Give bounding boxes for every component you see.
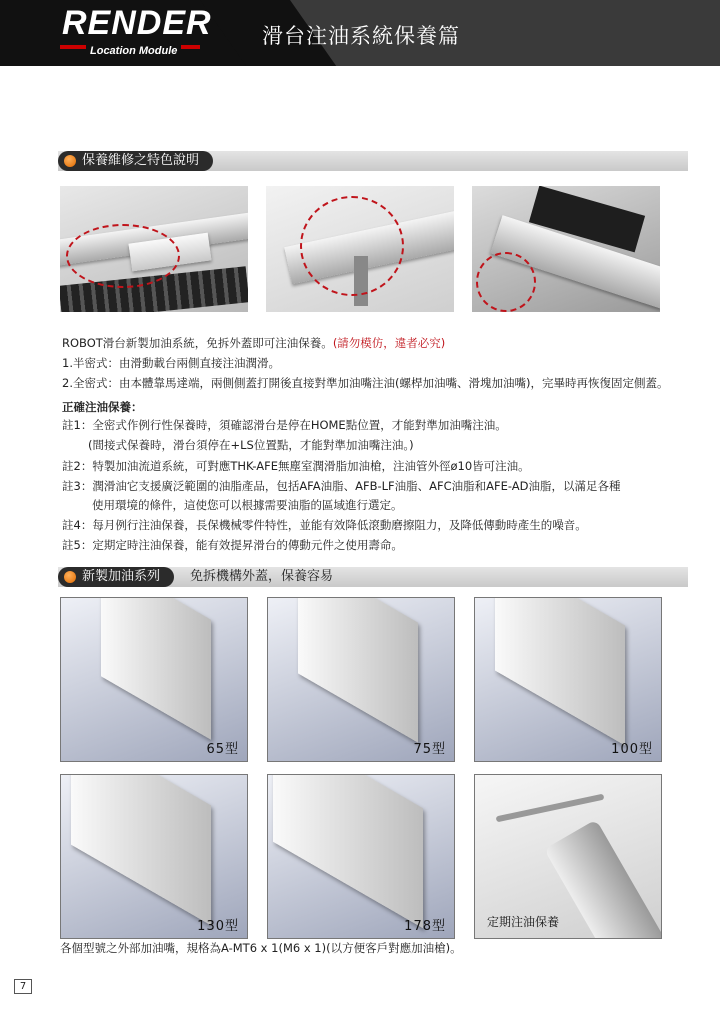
actuator-shape [101, 597, 211, 740]
section-pill [58, 151, 213, 171]
model-label: 100型 [611, 742, 653, 757]
orange-bullet-icon [64, 155, 76, 167]
gun-barrel-shape [544, 819, 662, 939]
photo-grease-gun [474, 774, 662, 939]
orange-bullet-icon [64, 571, 76, 583]
photo-motor-end [472, 186, 660, 312]
logo-wordmark: RENDER [62, 4, 212, 42]
section-pill [58, 567, 174, 587]
model-photo-65 [60, 597, 248, 762]
actuator-shape [495, 597, 625, 746]
highlight-circle [300, 196, 404, 296]
highlight-circle [66, 224, 180, 288]
model-photo-130 [60, 774, 248, 939]
actuator-shape [273, 774, 423, 928]
note-1-continued: (間接式保養時，滑台須停在+LS位置點，才能對準加油嘴注油。) [88, 438, 414, 452]
photo-fully-sealed [266, 186, 454, 312]
note-2: 註2：特製加油流道系統，可對應THK-AFE無塵室潤滑脂加油槍，注油管外徑ø10皆可注油。 [62, 459, 530, 473]
note-3-continued: 使用環境的條件，這使您可以根據需要油脂的區域進行選定。 [92, 498, 403, 512]
section-bar-features [58, 151, 688, 171]
semi-sealed-line: 1.半密式：由滑動載台兩側直接注油潤滑。 [62, 356, 280, 370]
page-title: 滑台注油系統保養篇 [262, 24, 460, 48]
warning-text: (請勿模仿，違者必究) [332, 336, 446, 350]
intro-line [62, 333, 445, 353]
model-label: 定期注油保養 [487, 915, 560, 929]
model-label: 178型 [404, 919, 446, 934]
fully-sealed-line: 2.全密式：由本體靠馬達端，兩側側蓋打開後直接對準加油嘴注油(螺桿加油嘴、滑塊加油嘴)，完畢時再恢復固定側蓋。 [62, 376, 669, 390]
note-3: 註3：潤滑油它支援廣泛範圍的油脂產品，包括AFA油脂、AFB-LF油脂、AFC油脂和AFE-AD油脂，以滿足各種 [62, 479, 621, 493]
model-photo-178 [267, 774, 455, 939]
model-label: 130型 [197, 919, 239, 934]
highlight-circle [476, 252, 536, 312]
gun-nozzle-shape [496, 794, 605, 823]
note-1: 註1：全密式作例行性保養時，須確認滑台是停在HOME點位置，才能對準加油嘴注油。 [62, 418, 507, 432]
section-title: 保養維修之特色說明 [82, 153, 200, 168]
caption: 各個型號之外部加油嘴，規格為A-MT6 x 1(M6 x 1)(以方便客戶對應加油槍)。 [60, 941, 462, 955]
subtitle-correct-lubrication: 正確注油保養： [62, 400, 143, 414]
page-header [0, 0, 720, 66]
actuator-shape [298, 597, 418, 743]
model-photo-75 [267, 597, 455, 762]
note-4: 註4：每月例行注油保養，長保機械零件特性，並能有效降低滾動磨擦阻力，及降低傳動時產生的噪音。 [62, 518, 587, 532]
actuator-shape [71, 774, 211, 925]
note-5: 註5：定期定時注油保養，能有效提昇滑台的傳動元件之使用壽命。 [62, 538, 403, 552]
section-bar-new-series [58, 567, 688, 587]
model-label: 75型 [413, 742, 446, 757]
section-title: 新製加油系列 [82, 569, 161, 584]
model-photo-100 [474, 597, 662, 762]
model-label: 65型 [206, 742, 239, 757]
section-subtitle: 免拆機構外蓋，保養容易 [190, 569, 334, 584]
page-number: 7 [14, 979, 32, 994]
logo-subtitle: Location Module [86, 45, 181, 57]
intro-text: ROBOT滑台新製加油系統，免拆外蓋即可注油保養。 [62, 336, 333, 350]
photo-semi-sealed [60, 186, 248, 312]
